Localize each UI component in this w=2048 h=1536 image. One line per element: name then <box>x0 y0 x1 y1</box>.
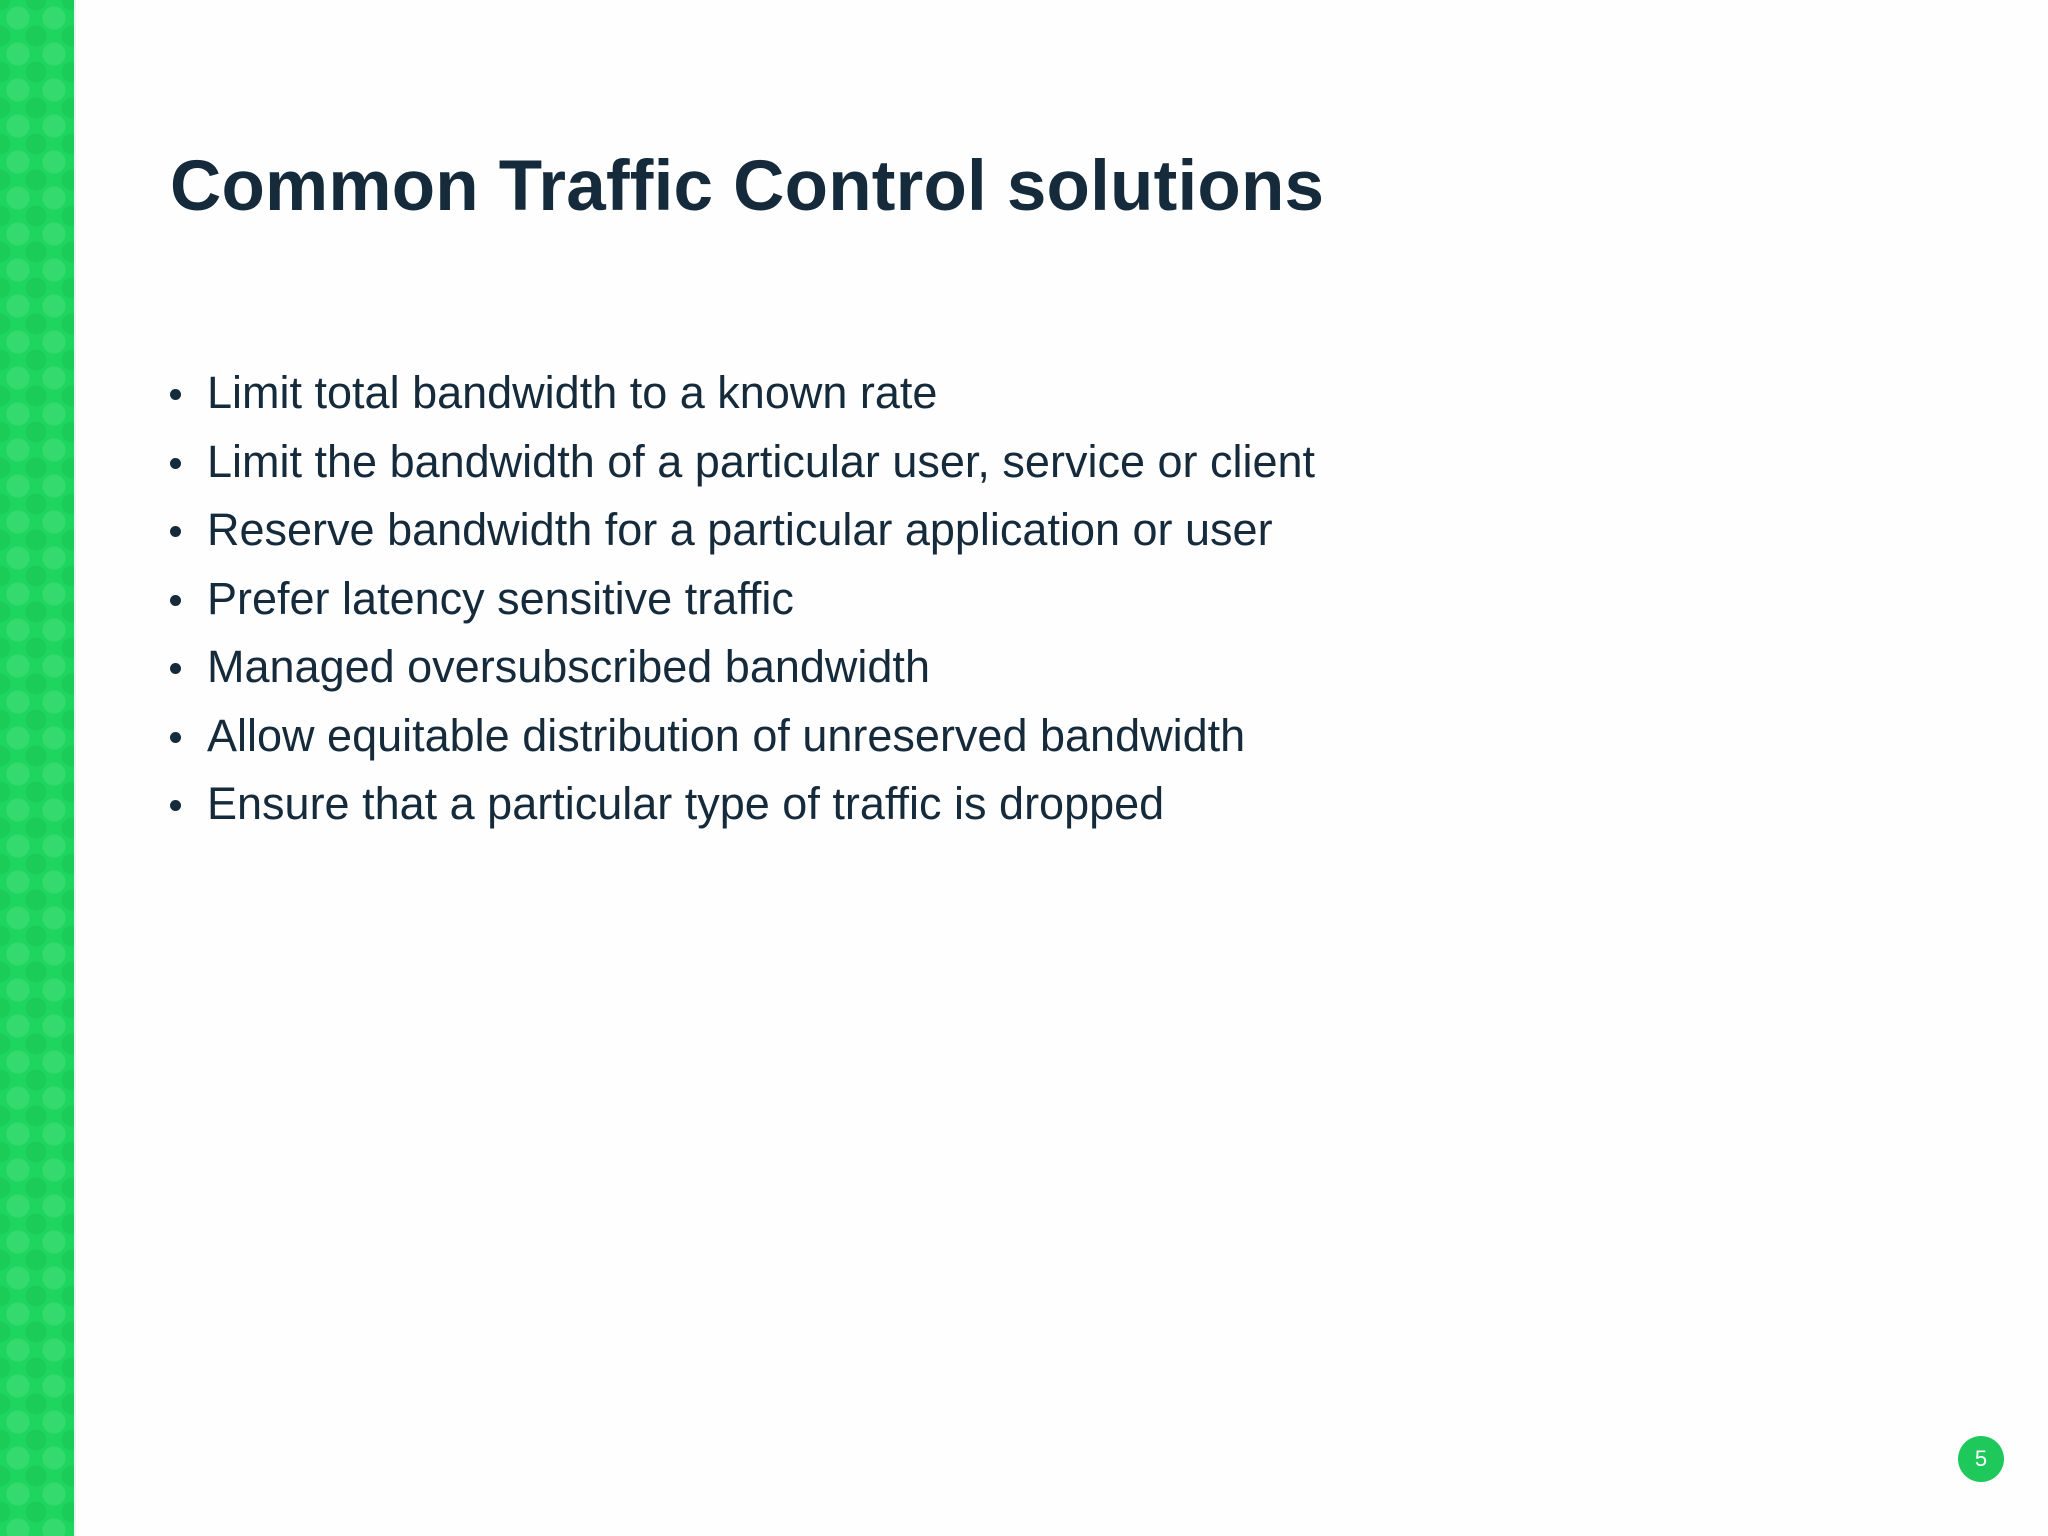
decorative-side-bar <box>0 0 74 1536</box>
bullet-item <box>170 359 1315 428</box>
bullet-dot-icon <box>170 389 181 400</box>
bullet-dot-icon <box>170 800 181 811</box>
bullet-dot-icon <box>170 526 181 537</box>
bullet-list <box>170 359 1315 839</box>
bullet-dot-icon <box>170 458 181 469</box>
slide-title: Common Traffic Control solutions <box>170 147 1325 226</box>
bullet-text: Ensure that a particular type of traffic is dropped <box>207 778 1165 829</box>
bullet-dot-icon <box>170 663 181 674</box>
bullet-dot-icon <box>170 595 181 606</box>
bullet-item <box>170 565 1315 634</box>
bullet-text: Allow equitable distribution of unreserved bandwidth <box>207 709 1246 761</box>
bullet-text: Limit the bandwidth of a particular user, service or client <box>207 435 1316 487</box>
bullet-text: Limit total bandwidth to a known rate <box>207 367 938 418</box>
bullet-item <box>170 428 1315 497</box>
bullet-item <box>170 702 1315 771</box>
bullet-text: Reserve bandwidth for a particular application or user <box>207 504 1273 555</box>
bullet-dot-icon <box>170 732 181 743</box>
bullet-text: Prefer latency sensitive traffic <box>207 572 794 624</box>
bullet-item <box>170 496 1315 565</box>
page-number-badge: 5 <box>1958 1436 2004 1482</box>
bullet-item <box>170 633 1315 702</box>
bullet-text: Managed oversubscribed bandwidth <box>207 641 930 692</box>
bullet-item <box>170 770 1315 839</box>
side-bar-edge <box>74 0 76 1536</box>
